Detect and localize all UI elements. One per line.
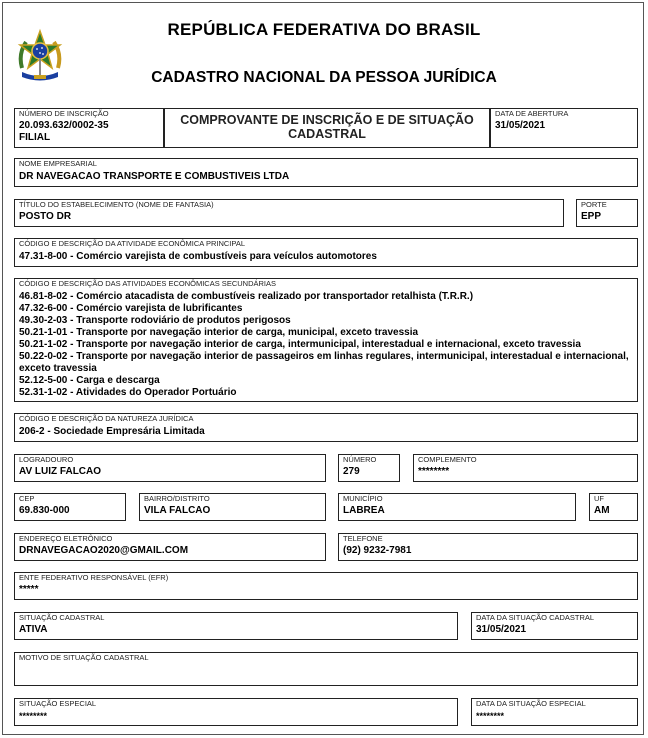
uf-label: UF [594,494,604,503]
situacao-label: SITUAÇÃO CADASTRAL [19,613,105,622]
numero-box [338,454,400,482]
porte-box [576,199,638,227]
municipio-value: LABREA [343,505,385,516]
registry-title: CADASTRO NACIONAL DA PESSOA JURÍDICA [151,69,497,86]
inscricao-label: NÚMERO DE INSCRIÇÃO [19,109,109,118]
email-box [14,533,326,561]
atividade-secundaria-item: 52.31-1-02 - Atividades do Operador Portuário [19,387,237,398]
abertura-label: DATA DE ABERTURA [495,109,569,118]
atividade-principal-value: 47.31-8-00 - Comércio varejista de combustíveis para veículos automotores [19,251,377,262]
data-situacao-especial-value: ******** [476,711,505,721]
comprovante-title [165,113,489,141]
motivo-label: MOTIVO DE SITUAÇÃO CADASTRAL [19,653,149,662]
municipio-label: MUNICÍPIO [343,494,383,503]
telefone-label: TELEFONE [343,534,383,543]
numero-value: 279 [343,466,360,477]
telefone-value: (92) 9232-7981 [343,545,412,556]
uf-box [589,493,638,521]
efr-value: ***** [19,584,39,595]
logradouro-label: LOGRADOURO [19,455,74,464]
cep-label: CEP [19,494,35,503]
logradouro-value: AV LUIZ FALCAO [19,466,102,477]
atividade-secundaria-item: 46.81-8-02 - Comércio atacadista de combustíveis realizado por transportador retalhista (T.R.R.) [19,291,474,302]
bairro-box [139,493,326,521]
nome-empresarial-value: DR NAVEGACAO TRANSPORTE E COMBUSTIVEIS LTDA [19,171,290,182]
complemento-label: COMPLEMENTO [418,455,477,464]
email-label: ENDEREÇO ELETRÔNICO [19,534,113,543]
situacao-especial-box [14,698,458,726]
data-situacao-especial-label: DATA DA SITUAÇÃO ESPECIAL [476,699,586,708]
logradouro-box [14,454,326,482]
situacao-especial-value: ******** [19,711,48,721]
comprovante-box [164,108,490,148]
atividade-principal-box [14,238,638,267]
efr-label: ENTE FEDERATIVO RESPONSÁVEL (EFR) [19,573,169,582]
data-situacao-especial-box [471,698,638,726]
data-situacao-value: 31/05/2021 [476,624,527,635]
nome-empresarial-box [14,158,638,187]
municipio-box [338,493,576,521]
telefone-box [338,533,638,561]
uf-value: AM [594,505,610,516]
atividade-secundaria-item: 47.32-6-00 - Comércio varejista de lubrificantes [19,303,243,314]
atividade-secundaria-item: 50.22-0-02 - Transporte por navegação interior de passageiros em linhas regulares, intermunicipal, interestadual e internacional, exceto travessia [19,351,629,374]
abertura-value: 31/05/2021 [495,120,546,131]
comprovante-title-line2: CADASTRAL [288,127,366,141]
porte-label: PORTE [581,200,607,209]
efr-box [14,572,638,600]
inscricao-type: FILIAL [19,132,51,143]
numero-label: NÚMERO [343,455,377,464]
inscricao-number: 20.093.632/0002-35 [19,120,109,131]
atividade-principal-label: CÓDIGO E DESCRIÇÃO DA ATIVIDADE ECONÔMICA PRINCIPAL [19,239,246,248]
atividade-secundaria-item: 52.12-5-00 - Carga e descarga [19,375,160,386]
inscricao-box [14,108,164,148]
bairro-value: VILA FALCAO [144,505,211,516]
atividade-secundaria-item: 50.21-1-01 - Transporte por navegação interior de carga, municipal, exceto travessia [19,327,419,338]
situacao-especial-label: SITUAÇÃO ESPECIAL [19,699,97,708]
fantasia-value: POSTO DR [19,211,72,222]
natureza-juridica-label: CÓDIGO E DESCRIÇÃO DA NATUREZA JURÍDICA [19,414,194,423]
nome-empresarial-label: NOME EMPRESARIAL [19,159,97,168]
complemento-value: ******** [418,466,450,477]
situacao-value: ATIVA [19,624,48,635]
cep-box [14,493,126,521]
atividades-secundarias-list [19,291,633,399]
fantasia-label: TÍTULO DO ESTABELECIMENTO (NOME DE FANTASIA) [19,200,214,209]
motivo-box [14,652,638,686]
atividade-secundaria-item: 50.21-1-02 - Transporte por navegação interior de carga, intermunicipal, interestadual e internacional, exceto travessia [19,339,581,350]
cep-value: 69.830-000 [19,505,70,516]
atividade-secundaria-item: 49.30-2-03 - Transporte rodoviário de produtos perigosos [19,315,291,326]
email-value: DRNAVEGACAO2020@GMAIL.COM [19,545,189,556]
data-situacao-box [471,612,638,640]
complemento-box [413,454,638,482]
natureza-juridica-value: 206-2 - Sociedade Empresária Limitada [19,426,205,437]
republic-title: REPÚBLICA FEDERATIVA DO BRASIL [167,20,481,39]
bairro-label: BAIRRO/DISTRITO [144,494,210,503]
natureza-juridica-box [14,413,638,442]
atividades-secundarias-label: CÓDIGO E DESCRIÇÃO DAS ATIVIDADES ECONÔMICAS SECUNDÁRIAS [19,279,276,288]
abertura-box [490,108,638,148]
porte-value: EPP [581,211,602,222]
data-situacao-label: DATA DA SITUAÇÃO CADASTRAL [476,613,595,622]
fantasia-box [14,199,564,227]
comprovante-title-line1: COMPROVANTE DE INSCRIÇÃO E DE SITUAÇÃO [180,113,474,127]
atividades-secundarias-box [14,278,638,402]
situacao-box [14,612,458,640]
